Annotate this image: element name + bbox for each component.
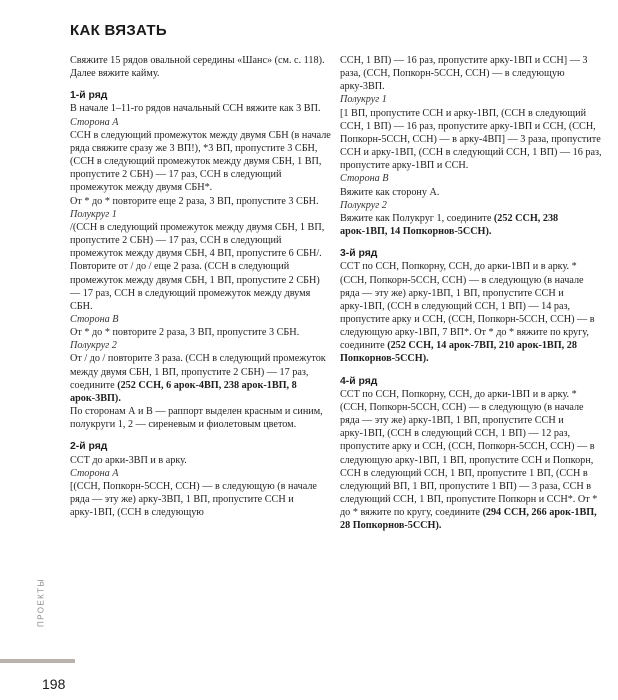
row2-half2-totals: (252 ССН, 238 арок-1ВП, 14 Попкорнов-5ССН). <box>340 212 559 238</box>
row2-title: 2-й ряд <box>70 441 108 453</box>
row1-half1-label: Полукруг 1 <box>70 208 117 220</box>
row1-sideA-text: ССН в следующий промежуток между двумя СБН (в начале ряда свяжите сразу же 3 ВП!), *3 ВП, пропустите 3 СБН, (ССН в следующий промежуток между двумя СБН, 1 ВП, пропустите 2 СБН) — 17 раз, ССН в следующий промежуток между двумя СБН*. <box>70 129 331 194</box>
row2-sideA-label: Сторона А <box>70 467 119 479</box>
intro-text: Свяжите 15 рядов овальной середины «Шанс» (см. с. 118). Далее вяжите кайму. <box>70 55 325 80</box>
row2-half2-paragraph <box>340 212 602 238</box>
row4-paragraph <box>340 388 602 533</box>
row2-sideB-text: Вяжите как сторону А. <box>340 186 440 198</box>
row2-sideA-text: [(ССН, Попкорн-5ССН, ССН) — в следующую (в начале ряда — эту же) арку-3ВП, 1 ВП, пропустите ССН и арку-1ВП, (ССН в следующую <box>70 480 317 519</box>
row1-half2-label: Полукруг 2 <box>70 340 117 352</box>
row1-sideB-text: От * до * повторите 2 раза, 3 ВП, пропустите 3 СБН. <box>70 327 300 339</box>
row3-totals: (252 ССН, 14 арок-7ВП, 210 арок-1ВП, 28 Попкорнов-5ССН). <box>340 340 577 365</box>
left-column <box>70 54 332 519</box>
row2-half2-text: Вяжите как Полукруг 1, соедините <box>340 212 492 224</box>
row2-half2-label: Полукруг 2 <box>340 199 387 211</box>
row2-continued-text: ССН, 1 ВП) — 16 раз, пропустите арку-1ВП и ССН] — 3 раза, (ССН, Попкорн-5ССН, ССН) — в следующую арку-3ВП. <box>340 55 588 93</box>
row1-title: 1-й ряд <box>70 90 108 102</box>
row3-title: 3-й ряд <box>340 248 378 260</box>
footer-accent-bar <box>0 659 75 663</box>
row2-half1-text: [1 ВП, пропустите ССН и арку-1ВП, (ССН в следующий ССН, 1 ВП) — 16 раз, пропустите арку-1ВП и ССН, (ССН, Попкорн-5ССН, ССН) — в арку-4ВП] — 3 раза, пропустите ССН и арку-1ВП, (ССН в следующий ССН, 1 ВП) — 16 раз, пропустите арку-1ВП и ССН. <box>340 107 602 172</box>
row1-lead: В начале 1–11-го рядов начальный ССН вяжите как 3 ВП. <box>70 103 321 115</box>
row2-half1-label: Полукруг 1 <box>340 94 387 106</box>
row1-half2-paragraph <box>70 352 332 405</box>
row1-color-note: По сторонам А и В — раппорт выделен красным и синим, полукруги 1, 2 — сиреневым и фиолетовым цветом. <box>70 406 323 431</box>
row2-lead: ССТ до арки-3ВП и в арку. <box>70 454 187 466</box>
row1-repeat-text: От * до * повторите еще 2 раза, 3 ВП, пропустите 3 СБН. <box>70 195 319 207</box>
row4-text: ССТ по ССН, Попкорну, ССН, до арки-1ВП и в арку. *(ССН, Попкорн-5ССН, ССН) — в следующую (в начале ряда — эту же) арку-1ВП, 1 ВП, пропустите ССН и арку-1ВП, (ССН в следующий ССН, 1 ВП) — 12 раз, пропустите арку и ССН, (ССН, Попкорн-5ССН, ССН) — в следующую арку-1ВП, 1 ВП, пропустите ССН и Попкорн, ССН в следующий ССН, 1 ВП, пропустите 1 ВП, (ССН в следующий ВП, 1 ВП, пропустите 1 ВП) — 3 раза, ССН в следующий ССН, 1 ВП, пропустите Попкорн и ССН*. От * до * вяжите по кругу, соедините <box>340 388 598 519</box>
row1-half2-totals: (252 ССН, 6 арок-4ВП, 238 арок-1ВП, 8 арок-3ВП). <box>70 379 297 404</box>
row4-totals: (294 ССН, 266 арок-1ВП, 28 Попкорнов-5ССН). <box>340 507 597 532</box>
row1-sideA-label: Сторона А <box>70 116 119 128</box>
row2-sideB-label: Сторона В <box>340 173 389 185</box>
row3-text: ССТ по ССН, Попкорну, ССН, до арки-1ВП и в арку. *(ССН, Попкорн-5ССН, ССН) — в следующую (в начале ряда — эту же) арку-1ВП, 1 ВП, пропустите ССН и арку-1ВП, (ССН в следующий ССН, 1 ВП) — 14 раз, пропустите арку и ССН, (ССН, Попкорн-5ССН, ССН) — в следующую арку-1ВП, 7 ВП*. От * до * вяжите по кругу, соедините <box>340 261 595 352</box>
row4-title: 4-й ряд <box>340 375 378 387</box>
row1-half1-text: /(ССН в следующий промежуток между двумя СБН, 1 ВП, пропустите 2 СБН) — 17 раз, ССН в следующий промежуток между двумя СБН, 4 ВП, пропустите 6 СБН/. Повторите от / до / еще 2 раза. (ССН в следующий промежуток между двумя СБН, 1 ВП, пропустите 2 СБН) — 17 раз, ССН в следующий промежуток между двумя СБН. <box>70 221 325 312</box>
section-side-label: ПРОЕКТЫ <box>36 578 46 627</box>
page-number: 198 <box>42 676 66 692</box>
row1-half2-text: От / до / повторите 3 раза. (ССН в следующий промежуток между двумя СБН, 1 ВП, пропустите 2 СБН) — 17 раз, соедините <box>70 353 326 391</box>
row3-paragraph <box>340 260 602 365</box>
page-heading: КАК ВЯЗАТЬ <box>70 22 167 39</box>
row1-sideB-label: Сторона В <box>70 313 119 325</box>
right-column <box>340 54 602 532</box>
